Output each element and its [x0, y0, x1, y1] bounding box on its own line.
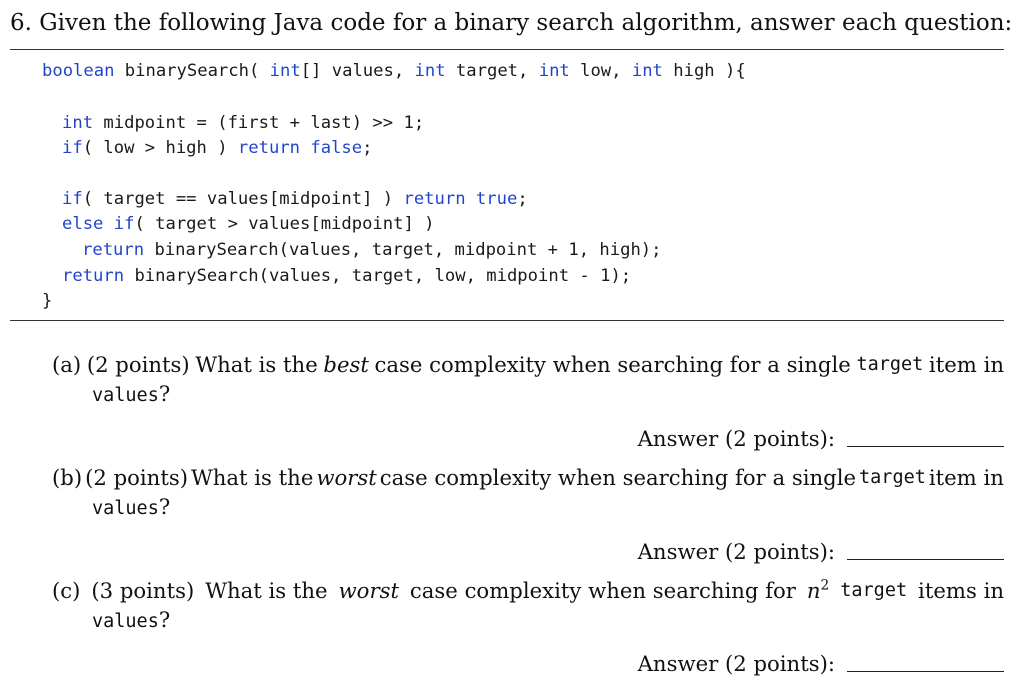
subquestion-text: What is the [205, 578, 328, 603]
subquestion-text: What is the [190, 465, 314, 490]
code-text: ; [517, 189, 528, 209]
code-text: low, [569, 61, 632, 81]
code-keyword: int [414, 61, 446, 81]
subquestion-text: case complexity when searching for a single [379, 465, 857, 490]
subquestion-text: ? [158, 381, 171, 406]
code-text: ; [362, 138, 373, 158]
code-line-close-brace: } [42, 291, 53, 311]
code-text: target, [445, 61, 539, 81]
answer-blank[interactable] [847, 559, 1004, 560]
answer-row-b [638, 538, 1004, 566]
code-text: high ){ [662, 61, 746, 81]
subquestion-label: (b) [52, 465, 83, 490]
code-keyword: if [62, 189, 83, 209]
code-text: [] values, [300, 61, 415, 81]
code-line-recurse-right [82, 239, 661, 261]
answer-label: Answer (2 points): [637, 426, 835, 451]
answer-label: Answer (2 points): [637, 539, 835, 564]
code-line-signature [42, 60, 746, 82]
math-exponent: 2 [820, 577, 830, 594]
subquestion-text: ? [158, 607, 171, 632]
subquestion-emphasis: worst [316, 465, 377, 490]
code-keyword: return [62, 266, 125, 286]
code-keyword: if [62, 138, 83, 158]
subquestion-text: item in [928, 465, 1004, 490]
subquestion-emphasis: best [323, 352, 369, 377]
math-base: n [806, 578, 821, 603]
code-keyword: return [82, 240, 145, 260]
subquestion-text: What is the [195, 352, 318, 377]
subquestion-code-word: target [840, 580, 908, 601]
subquestion-b [52, 463, 1004, 523]
question-heading [10, 8, 1012, 38]
code-line-midpoint [62, 112, 424, 134]
answer-blank[interactable] [847, 446, 1004, 447]
subquestion-code-word: values [92, 498, 159, 519]
answer-blank[interactable] [847, 671, 1004, 672]
code-keyword: int [631, 61, 663, 81]
code-text: ( target == values[midpoint] ) [82, 189, 404, 209]
code-text: ( target > values[midpoint] ) [134, 214, 435, 234]
subquestion-c [52, 576, 1004, 636]
code-line-bounds-check [62, 137, 372, 159]
code-keyword: else if [62, 214, 135, 234]
code-keyword: int [269, 61, 301, 81]
code-top-rule [10, 49, 1004, 50]
subquestion-code-word: values [92, 385, 159, 406]
code-line-else-if [62, 213, 435, 235]
answer-row-a [638, 425, 1004, 453]
subquestion-text: ? [158, 494, 171, 519]
subquestion-emphasis: worst [338, 578, 399, 603]
subquestion-text: case complexity when searching for a single [374, 352, 851, 377]
code-text: binarySearch(values, target, low, midpoint - 1); [124, 266, 632, 286]
code-keyword: boolean [42, 61, 115, 81]
code-keyword: int [538, 61, 570, 81]
question-text: Given the following Java code for a binary search algorithm, answer each question: [39, 10, 1013, 36]
subquestion-points: (2 points) [86, 352, 190, 377]
code-text: ( low > high ) [82, 138, 238, 158]
math-n-squared [807, 576, 829, 605]
subquestion-code-word: target [856, 354, 924, 375]
subquestion-text: case complexity when searching for [409, 578, 796, 603]
answer-label: Answer (2 points): [637, 651, 835, 676]
answer-row-c [638, 650, 1004, 678]
code-line-recurse-left [62, 265, 631, 287]
subquestion-code-word: values [92, 611, 159, 632]
code-line-match-check [62, 188, 528, 210]
subquestion-label: (a) [52, 352, 82, 377]
subquestion-label: (c) [52, 578, 81, 603]
subquestion-text: items in [918, 578, 1004, 603]
code-text: binarySearch( [114, 61, 270, 81]
code-text: midpoint = (first + last) >> 1; [93, 113, 425, 133]
code-bottom-rule [10, 320, 1004, 321]
subquestion-code-word: target [859, 467, 926, 488]
subquestion-text: item in [928, 352, 1004, 377]
code-text: binarySearch(values, target, midpoint + 1, high); [144, 240, 662, 260]
code-keyword: return false [237, 138, 363, 158]
subquestion-points: (2 points) [85, 465, 188, 490]
code-keyword: return true [403, 189, 518, 209]
subquestion-a [52, 350, 1004, 410]
subquestion-points: (3 points) [91, 578, 195, 603]
code-keyword: int [62, 113, 94, 133]
question-number: 6. [10, 10, 32, 36]
